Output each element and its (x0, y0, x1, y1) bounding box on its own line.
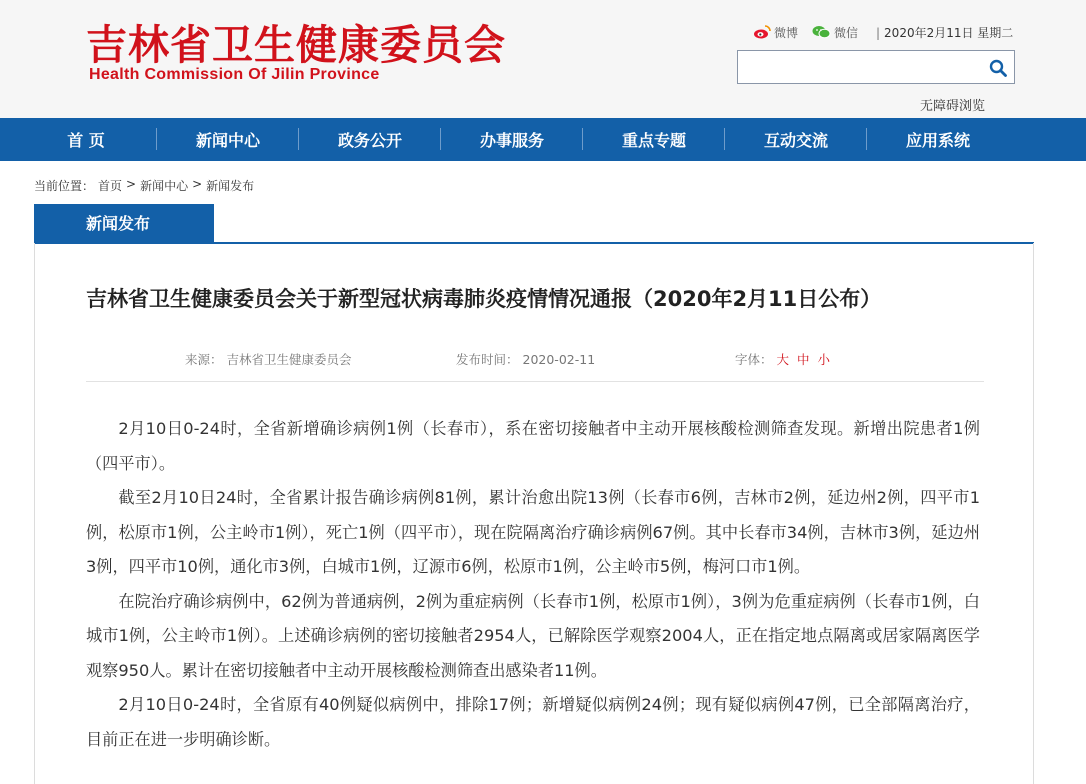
source-value: 吉林省卫生健康委员会 (226, 352, 352, 367)
search-box (737, 50, 1015, 84)
article-paragraph: 2月10日0-24时，全省原有40例疑似病例中，排除17例；新增疑似病例24例；现有疑似病例47例，已全部隔离治疗，目前正在进一步明确诊断。 (86, 695, 980, 749)
site-logo-subtitle[interactable]: Health Commission Of Jilin Province (89, 66, 380, 83)
article-paragraph: 2月10日0-24时，全省新增确诊病例1例（长春市），系在密切接触者中主动开展核酸检测筛查发现。新增出院患者1例（四平市）。 (86, 419, 980, 473)
article-body (86, 412, 980, 757)
wechat-label: 微信 (834, 25, 859, 40)
font-size-medium-button[interactable]: 中 (797, 352, 810, 367)
social-links (753, 22, 872, 42)
nav-item-news-center[interactable]: 新闻中心 (157, 128, 299, 151)
weibo-label: 微博 (774, 25, 799, 40)
article-source (185, 350, 352, 368)
article-paragraph: 截至2月10日24时，全省累计报告确诊病例81例，累计治愈出院13例（长春市6例，吉林市2例，延边州2例，四平市1例，松原市1例，公主岭市1例），死亡1例（四平市），现在院隔离治疗确诊病例67例。其中长春市34例，吉林市3例，延边州3例，四平市10例，通化市3例，白城市1例，辽源市6例，松原市1例，公主岭市5例，梅河口市1例。 (86, 488, 980, 576)
font-size-small-button[interactable]: 小 (817, 352, 831, 367)
search-input[interactable] (742, 55, 982, 79)
weibo-icon (753, 25, 771, 39)
site-logo-title[interactable]: 吉林省卫生健康委员会 (86, 21, 506, 69)
breadcrumb-separator: > (126, 177, 137, 191)
accessible-browsing-link[interactable]: 无障碍浏览 (920, 99, 986, 114)
breadcrumb-news-center[interactable]: 新闻中心 (140, 179, 189, 193)
section-tab-news-release[interactable]: 新闻发布 (34, 204, 214, 243)
publish-time-value: 2020-02-11 (522, 352, 596, 367)
site-header (0, 0, 1086, 118)
article-title: 吉林省卫生健康委员会关于新型冠状病毒肺炎疫情情况通报（2020年2月11日公布） (86, 287, 882, 311)
font-size-controls (735, 350, 834, 368)
source-label: 来源： (185, 352, 223, 367)
breadcrumb-separator: > (192, 177, 203, 191)
publish-time-label: 发布时间： (456, 352, 519, 367)
nav-item-applications[interactable]: 应用系统 (905, 131, 970, 150)
article-paragraph: 在院治疗确诊病例中，62例为普通病例，2例为重症病例（长春市1例，松原市1例），3例为危重症病例（长春市1例，白城市1例，公主岭市1例）。上述确诊病例的密切接触者2954人，已解除医学观察2004人，正在指定地点隔离或居家隔离医学观察950人。累计在密切接触者中主动开展核酸检测筛查出感染者11例。 (86, 591, 980, 680)
nav-item-key-topics[interactable]: 重点专题 (583, 128, 725, 151)
current-date: | 2020年2月11日 星期二 (876, 24, 1013, 41)
breadcrumb-news-release[interactable]: 新闻发布 (206, 179, 255, 193)
meta-divider (86, 381, 984, 382)
main-nav (0, 118, 1086, 161)
article-publish-time (456, 350, 595, 368)
font-size-label: 字体： (735, 352, 773, 367)
weibo-link[interactable] (753, 24, 798, 41)
breadcrumb-prefix: 当前位置： (34, 179, 95, 193)
search-icon (989, 59, 1007, 77)
wechat-link[interactable] (812, 24, 858, 41)
nav-item-services[interactable]: 办事服务 (441, 128, 583, 151)
breadcrumb (34, 177, 258, 194)
search-button[interactable] (986, 56, 1010, 80)
nav-item-government-affairs[interactable]: 政务公开 (299, 128, 441, 151)
nav-item-home[interactable]: 首 页 (15, 128, 157, 151)
nav-item-interaction[interactable]: 互动交流 (725, 128, 867, 151)
font-size-large-button[interactable]: 大 (776, 352, 790, 367)
breadcrumb-home[interactable]: 首页 (98, 179, 123, 193)
wechat-icon (812, 25, 831, 39)
